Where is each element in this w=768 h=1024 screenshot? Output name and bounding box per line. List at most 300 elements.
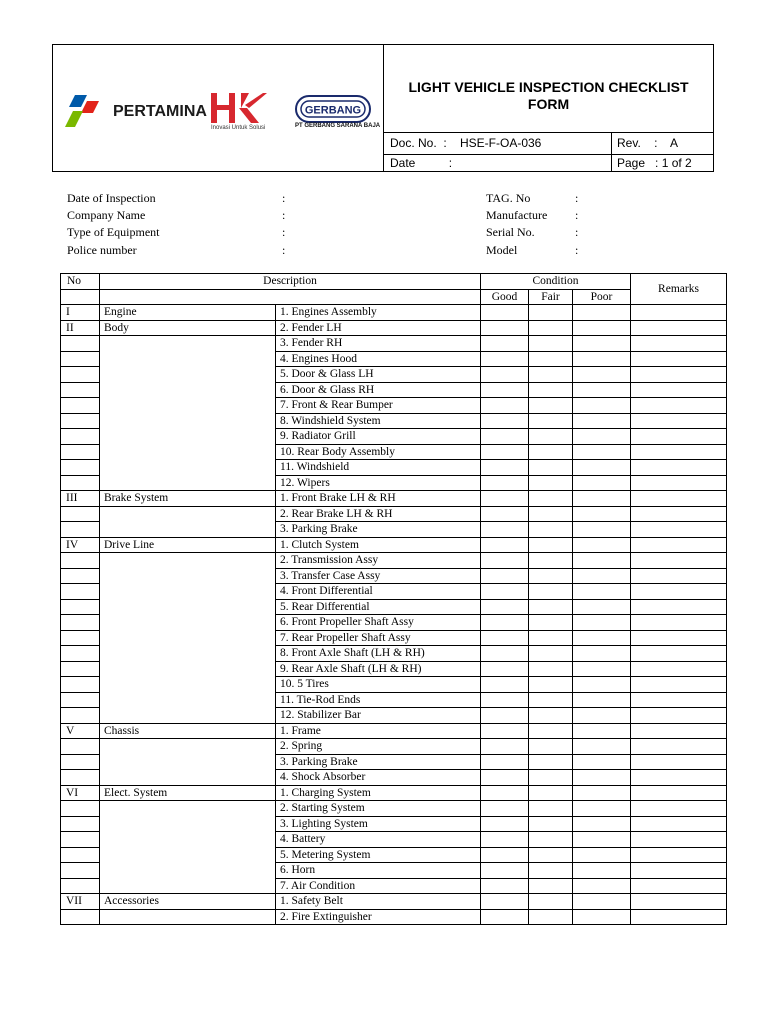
row-item: 1. Frame xyxy=(276,723,481,739)
title-area xyxy=(384,45,713,133)
condition-poor-cell[interactable] xyxy=(573,413,631,429)
condition-good-cell[interactable] xyxy=(481,568,529,584)
row-category xyxy=(100,909,276,925)
remarks-cell[interactable] xyxy=(631,723,727,739)
info-label-tag-no: TAG. No xyxy=(486,191,531,205)
row-item: 4. Shock Absorber xyxy=(276,770,481,786)
table-row xyxy=(61,305,727,321)
condition-good-cell[interactable] xyxy=(481,398,529,414)
condition-poor-cell[interactable] xyxy=(573,475,631,491)
row-category xyxy=(100,336,276,352)
row-category xyxy=(100,863,276,879)
table-row xyxy=(61,816,727,832)
condition-fair-cell[interactable] xyxy=(529,878,573,894)
condition-good-cell[interactable] xyxy=(481,599,529,615)
table-row xyxy=(61,336,727,352)
table-row xyxy=(61,863,727,879)
condition-poor-cell[interactable] xyxy=(573,754,631,770)
condition-good-cell[interactable] xyxy=(481,832,529,848)
condition-fair-cell[interactable] xyxy=(529,320,573,336)
table-row xyxy=(61,770,727,786)
condition-poor-cell[interactable] xyxy=(573,305,631,321)
row-number xyxy=(61,630,100,646)
condition-good-cell[interactable] xyxy=(481,320,529,336)
condition-good-cell[interactable] xyxy=(481,615,529,631)
remarks-cell[interactable] xyxy=(631,491,727,507)
condition-poor-cell[interactable] xyxy=(573,677,631,693)
condition-poor-cell[interactable] xyxy=(573,615,631,631)
info-sep: : xyxy=(282,208,286,222)
table-row xyxy=(61,398,727,414)
remarks-cell[interactable] xyxy=(631,553,727,569)
condition-poor-cell[interactable] xyxy=(573,367,631,383)
row-category xyxy=(100,429,276,445)
condition-poor-cell[interactable] xyxy=(573,537,631,553)
condition-poor-cell[interactable] xyxy=(573,863,631,879)
condition-poor-cell[interactable] xyxy=(573,630,631,646)
remarks-cell[interactable] xyxy=(631,367,727,383)
row-category xyxy=(100,615,276,631)
row-number: II xyxy=(61,320,100,336)
logo-area xyxy=(53,45,384,171)
table-row xyxy=(61,553,727,569)
condition-poor-cell[interactable] xyxy=(573,320,631,336)
remarks-cell[interactable] xyxy=(631,754,727,770)
table-row xyxy=(61,677,727,693)
remarks-cell[interactable] xyxy=(631,599,727,615)
condition-good-cell[interactable] xyxy=(481,661,529,677)
condition-poor-cell[interactable] xyxy=(573,785,631,801)
condition-fair-cell[interactable] xyxy=(529,336,573,352)
row-item: 3. Lighting System xyxy=(276,816,481,832)
row-item: 2. Fender LH xyxy=(276,320,481,336)
condition-fair-cell[interactable] xyxy=(529,382,573,398)
row-item: 2. Transmission Assy xyxy=(276,553,481,569)
row-number xyxy=(61,615,100,631)
condition-poor-cell[interactable] xyxy=(573,708,631,724)
row-category: Elect. System xyxy=(100,785,276,801)
row-number xyxy=(61,708,100,724)
row-category xyxy=(100,584,276,600)
row-number xyxy=(61,646,100,662)
condition-good-cell[interactable] xyxy=(481,351,529,367)
condition-good-cell[interactable] xyxy=(481,475,529,491)
condition-good-cell[interactable] xyxy=(481,739,529,755)
condition-good-cell[interactable] xyxy=(481,847,529,863)
info-sep: : xyxy=(575,191,579,205)
remarks-cell[interactable] xyxy=(631,770,727,786)
remarks-cell[interactable] xyxy=(631,460,727,476)
info-label-model: Model xyxy=(486,243,518,257)
condition-good-cell[interactable] xyxy=(481,537,529,553)
condition-good-cell[interactable] xyxy=(481,894,529,910)
condition-good-cell[interactable] xyxy=(481,491,529,507)
row-number xyxy=(61,351,100,367)
condition-good-cell[interactable] xyxy=(481,367,529,383)
remarks-cell[interactable] xyxy=(631,801,727,817)
condition-fair-cell[interactable] xyxy=(529,894,573,910)
row-category xyxy=(100,382,276,398)
table-row xyxy=(61,615,727,631)
row-number xyxy=(61,568,100,584)
row-category xyxy=(100,506,276,522)
info-label-serial-no: Serial No. xyxy=(486,225,535,239)
remarks-cell[interactable] xyxy=(631,894,727,910)
info-sep: : xyxy=(282,191,286,205)
col-header-good: Good xyxy=(481,289,529,305)
row-category: Engine xyxy=(100,305,276,321)
condition-fair-cell[interactable] xyxy=(529,847,573,863)
table-row xyxy=(61,847,727,863)
condition-fair-cell[interactable] xyxy=(529,475,573,491)
row-number: VII xyxy=(61,894,100,910)
row-number xyxy=(61,506,100,522)
info-label-manufacture: Manufacture xyxy=(486,208,548,222)
row-number: III xyxy=(61,491,100,507)
row-number xyxy=(61,847,100,863)
condition-poor-cell[interactable] xyxy=(573,336,631,352)
condition-poor-cell[interactable] xyxy=(573,770,631,786)
condition-fair-cell[interactable] xyxy=(529,553,573,569)
row-number xyxy=(61,909,100,925)
row-number xyxy=(61,367,100,383)
condition-poor-cell[interactable] xyxy=(573,584,631,600)
condition-fair-cell[interactable] xyxy=(529,460,573,476)
row-category xyxy=(100,444,276,460)
row-item: 12. Stabilizer Bar xyxy=(276,708,481,724)
row-category xyxy=(100,816,276,832)
condition-fair-cell[interactable] xyxy=(529,522,573,538)
hk-logo xyxy=(209,91,289,135)
row-number xyxy=(61,553,100,569)
row-item: 10. Rear Body Assembly xyxy=(276,444,481,460)
row-item: 11. Tie-Rod Ends xyxy=(276,692,481,708)
condition-poor-cell[interactable] xyxy=(573,491,631,507)
info-label-type-of-equipment: Type of Equipment xyxy=(67,225,160,239)
condition-poor-cell[interactable] xyxy=(573,832,631,848)
condition-poor-cell[interactable] xyxy=(573,351,631,367)
table-row xyxy=(61,537,727,553)
condition-fair-cell[interactable] xyxy=(529,491,573,507)
condition-good-cell[interactable] xyxy=(481,878,529,894)
row-item: 3. Fender RH xyxy=(276,336,481,352)
condition-fair-cell[interactable] xyxy=(529,646,573,662)
row-category: Accessories xyxy=(100,894,276,910)
condition-poor-cell[interactable] xyxy=(573,460,631,476)
row-item: 4. Front Differential xyxy=(276,584,481,600)
row-category xyxy=(100,413,276,429)
condition-fair-cell[interactable] xyxy=(529,739,573,755)
condition-fair-cell[interactable] xyxy=(529,615,573,631)
condition-poor-cell[interactable] xyxy=(573,382,631,398)
row-category xyxy=(100,832,276,848)
condition-good-cell[interactable] xyxy=(481,553,529,569)
condition-good-cell[interactable] xyxy=(481,460,529,476)
condition-poor-cell[interactable] xyxy=(573,739,631,755)
row-number xyxy=(61,770,100,786)
condition-fair-cell[interactable] xyxy=(529,568,573,584)
condition-fair-cell[interactable] xyxy=(529,909,573,925)
condition-fair-cell[interactable] xyxy=(529,398,573,414)
condition-good-cell[interactable] xyxy=(481,522,529,538)
remarks-cell[interactable] xyxy=(631,351,727,367)
remarks-cell[interactable] xyxy=(631,506,727,522)
condition-fair-cell[interactable] xyxy=(529,661,573,677)
condition-fair-cell[interactable] xyxy=(529,630,573,646)
row-category xyxy=(100,351,276,367)
table-row xyxy=(61,894,727,910)
row-number xyxy=(61,475,100,491)
condition-poor-cell[interactable] xyxy=(573,661,631,677)
row-number xyxy=(61,801,100,817)
condition-fair-cell[interactable] xyxy=(529,708,573,724)
remarks-cell[interactable] xyxy=(631,398,727,414)
condition-good-cell[interactable] xyxy=(481,413,529,429)
row-number xyxy=(61,413,100,429)
remarks-cell[interactable] xyxy=(631,568,727,584)
row-category xyxy=(100,801,276,817)
rev-label: Rev. : xyxy=(617,136,658,150)
row-item: 10. 5 Tires xyxy=(276,677,481,693)
condition-good-cell[interactable] xyxy=(481,506,529,522)
info-sep: : xyxy=(282,225,286,239)
doc-no-label: Doc. No. : xyxy=(390,136,447,150)
condition-good-cell[interactable] xyxy=(481,770,529,786)
remarks-cell[interactable] xyxy=(631,584,727,600)
row-number xyxy=(61,661,100,677)
condition-good-cell[interactable] xyxy=(481,785,529,801)
condition-good-cell[interactable] xyxy=(481,863,529,879)
condition-good-cell[interactable] xyxy=(481,754,529,770)
condition-fair-cell[interactable] xyxy=(529,816,573,832)
remarks-cell[interactable] xyxy=(631,878,727,894)
row-number xyxy=(61,754,100,770)
condition-good-cell[interactable] xyxy=(481,646,529,662)
condition-good-cell[interactable] xyxy=(481,630,529,646)
condition-fair-cell[interactable] xyxy=(529,537,573,553)
row-number: I xyxy=(61,305,100,321)
condition-poor-cell[interactable] xyxy=(573,894,631,910)
remarks-cell[interactable] xyxy=(631,444,727,460)
inspection-checklist-table xyxy=(60,273,727,925)
row-category: Brake System xyxy=(100,491,276,507)
condition-poor-cell[interactable] xyxy=(573,599,631,615)
condition-good-cell[interactable] xyxy=(481,677,529,693)
condition-fair-cell[interactable] xyxy=(529,444,573,460)
table-row xyxy=(61,460,727,476)
row-item: 12. Wipers xyxy=(276,475,481,491)
condition-good-cell[interactable] xyxy=(481,584,529,600)
condition-good-cell[interactable] xyxy=(481,305,529,321)
row-item: 1. Charging System xyxy=(276,785,481,801)
table-row xyxy=(61,351,727,367)
remarks-cell[interactable] xyxy=(631,708,727,724)
row-number xyxy=(61,863,100,879)
row-item: 6. Front Propeller Shaft Assy xyxy=(276,615,481,631)
condition-fair-cell[interactable] xyxy=(529,413,573,429)
condition-fair-cell[interactable] xyxy=(529,770,573,786)
remarks-cell[interactable] xyxy=(631,429,727,445)
condition-fair-cell[interactable] xyxy=(529,692,573,708)
col-header-no: No xyxy=(61,274,100,290)
table-row xyxy=(61,522,727,538)
condition-good-cell[interactable] xyxy=(481,336,529,352)
condition-poor-cell[interactable] xyxy=(573,429,631,445)
remarks-cell[interactable] xyxy=(631,320,727,336)
condition-good-cell[interactable] xyxy=(481,382,529,398)
col-header-description: Description xyxy=(100,274,481,290)
form-header xyxy=(52,44,714,172)
remarks-cell[interactable] xyxy=(631,692,727,708)
row-category xyxy=(100,475,276,491)
table-row xyxy=(61,382,727,398)
row-item: 1. Front Brake LH & RH xyxy=(276,491,481,507)
doc-no-value: HSE-F-OA-036 xyxy=(460,136,542,150)
remarks-cell[interactable] xyxy=(631,522,727,538)
row-category xyxy=(100,522,276,538)
condition-fair-cell[interactable] xyxy=(529,754,573,770)
table-row xyxy=(61,413,727,429)
row-number xyxy=(61,429,100,445)
remarks-cell[interactable] xyxy=(631,615,727,631)
row-number xyxy=(61,832,100,848)
condition-fair-cell[interactable] xyxy=(529,785,573,801)
remarks-cell[interactable] xyxy=(631,336,727,352)
condition-fair-cell[interactable] xyxy=(529,506,573,522)
row-category: Drive Line xyxy=(100,537,276,553)
table-row xyxy=(61,506,727,522)
row-item: 9. Radiator Grill xyxy=(276,429,481,445)
row-item: 1. Engines Assembly xyxy=(276,305,481,321)
table-row xyxy=(61,320,727,336)
remarks-cell[interactable] xyxy=(631,646,727,662)
condition-fair-cell[interactable] xyxy=(529,584,573,600)
remarks-cell[interactable] xyxy=(631,630,727,646)
condition-poor-cell[interactable] xyxy=(573,398,631,414)
remarks-cell[interactable] xyxy=(631,816,727,832)
condition-fair-cell[interactable] xyxy=(529,723,573,739)
row-item: 5. Rear Differential xyxy=(276,599,481,615)
remarks-cell[interactable] xyxy=(631,661,727,677)
info-sep: : xyxy=(575,243,579,257)
row-item: 6. Door & Glass RH xyxy=(276,382,481,398)
table-row xyxy=(61,785,727,801)
condition-fair-cell[interactable] xyxy=(529,801,573,817)
row-item: 7. Air Condition xyxy=(276,878,481,894)
row-number: IV xyxy=(61,537,100,553)
row-category xyxy=(100,599,276,615)
condition-poor-cell[interactable] xyxy=(573,878,631,894)
row-number xyxy=(61,460,100,476)
page-label: Page : 1 of 2 xyxy=(617,156,692,170)
condition-fair-cell[interactable] xyxy=(529,351,573,367)
condition-fair-cell[interactable] xyxy=(529,429,573,445)
remarks-cell[interactable] xyxy=(631,785,727,801)
remarks-cell[interactable] xyxy=(631,909,727,925)
condition-good-cell[interactable] xyxy=(481,444,529,460)
row-category xyxy=(100,398,276,414)
table-row xyxy=(61,754,727,770)
condition-poor-cell[interactable] xyxy=(573,909,631,925)
condition-fair-cell[interactable] xyxy=(529,367,573,383)
row-item: 3. Parking Brake xyxy=(276,522,481,538)
condition-good-cell[interactable] xyxy=(481,692,529,708)
row-category xyxy=(100,367,276,383)
condition-fair-cell[interactable] xyxy=(529,863,573,879)
row-item: 7. Front & Rear Bumper xyxy=(276,398,481,414)
row-number xyxy=(61,599,100,615)
condition-good-cell[interactable] xyxy=(481,723,529,739)
condition-poor-cell[interactable] xyxy=(573,553,631,569)
condition-good-cell[interactable] xyxy=(481,801,529,817)
condition-fair-cell[interactable] xyxy=(529,599,573,615)
remarks-cell[interactable] xyxy=(631,847,727,863)
row-number xyxy=(61,816,100,832)
remarks-cell[interactable] xyxy=(631,739,727,755)
condition-good-cell[interactable] xyxy=(481,816,529,832)
condition-fair-cell[interactable] xyxy=(529,305,573,321)
pertamina-logo xyxy=(65,91,205,131)
remarks-cell[interactable] xyxy=(631,832,727,848)
header-spacer xyxy=(61,289,100,305)
condition-poor-cell[interactable] xyxy=(573,723,631,739)
row-category xyxy=(100,661,276,677)
table-row xyxy=(61,599,727,615)
condition-good-cell[interactable] xyxy=(481,429,529,445)
gerbang-mark-icon xyxy=(295,95,371,123)
condition-fair-cell[interactable] xyxy=(529,677,573,693)
condition-poor-cell[interactable] xyxy=(573,568,631,584)
remarks-cell[interactable] xyxy=(631,305,727,321)
row-category xyxy=(100,754,276,770)
remarks-cell[interactable] xyxy=(631,413,727,429)
row-item: 8. Front Axle Shaft (LH & RH) xyxy=(276,646,481,662)
condition-fair-cell[interactable] xyxy=(529,832,573,848)
remarks-cell[interactable] xyxy=(631,537,727,553)
row-item: 7. Rear Propeller Shaft Assy xyxy=(276,630,481,646)
condition-poor-cell[interactable] xyxy=(573,801,631,817)
condition-poor-cell[interactable] xyxy=(573,816,631,832)
remarks-cell[interactable] xyxy=(631,677,727,693)
pertamina-wordmark: PERTAMINA xyxy=(113,103,207,120)
row-item: 2. Spring xyxy=(276,739,481,755)
condition-good-cell[interactable] xyxy=(481,909,529,925)
remarks-cell[interactable] xyxy=(631,475,727,491)
remarks-cell[interactable] xyxy=(631,382,727,398)
condition-poor-cell[interactable] xyxy=(573,847,631,863)
condition-good-cell[interactable] xyxy=(481,708,529,724)
date-label: Date : xyxy=(390,156,453,170)
condition-poor-cell[interactable] xyxy=(573,692,631,708)
row-number xyxy=(61,398,100,414)
row-item: 6. Horn xyxy=(276,863,481,879)
row-number xyxy=(61,382,100,398)
condition-poor-cell[interactable] xyxy=(573,444,631,460)
row-number: VI xyxy=(61,785,100,801)
condition-poor-cell[interactable] xyxy=(573,522,631,538)
condition-poor-cell[interactable] xyxy=(573,646,631,662)
row-category: Chassis xyxy=(100,723,276,739)
table-row xyxy=(61,661,727,677)
row-category xyxy=(100,708,276,724)
remarks-cell[interactable] xyxy=(631,863,727,879)
table-row xyxy=(61,801,727,817)
gerbang-wordmark: GERBANG xyxy=(304,104,362,117)
row-category xyxy=(100,646,276,662)
condition-poor-cell[interactable] xyxy=(573,506,631,522)
row-item: 11. Windshield xyxy=(276,460,481,476)
info-sep: : xyxy=(575,225,579,239)
